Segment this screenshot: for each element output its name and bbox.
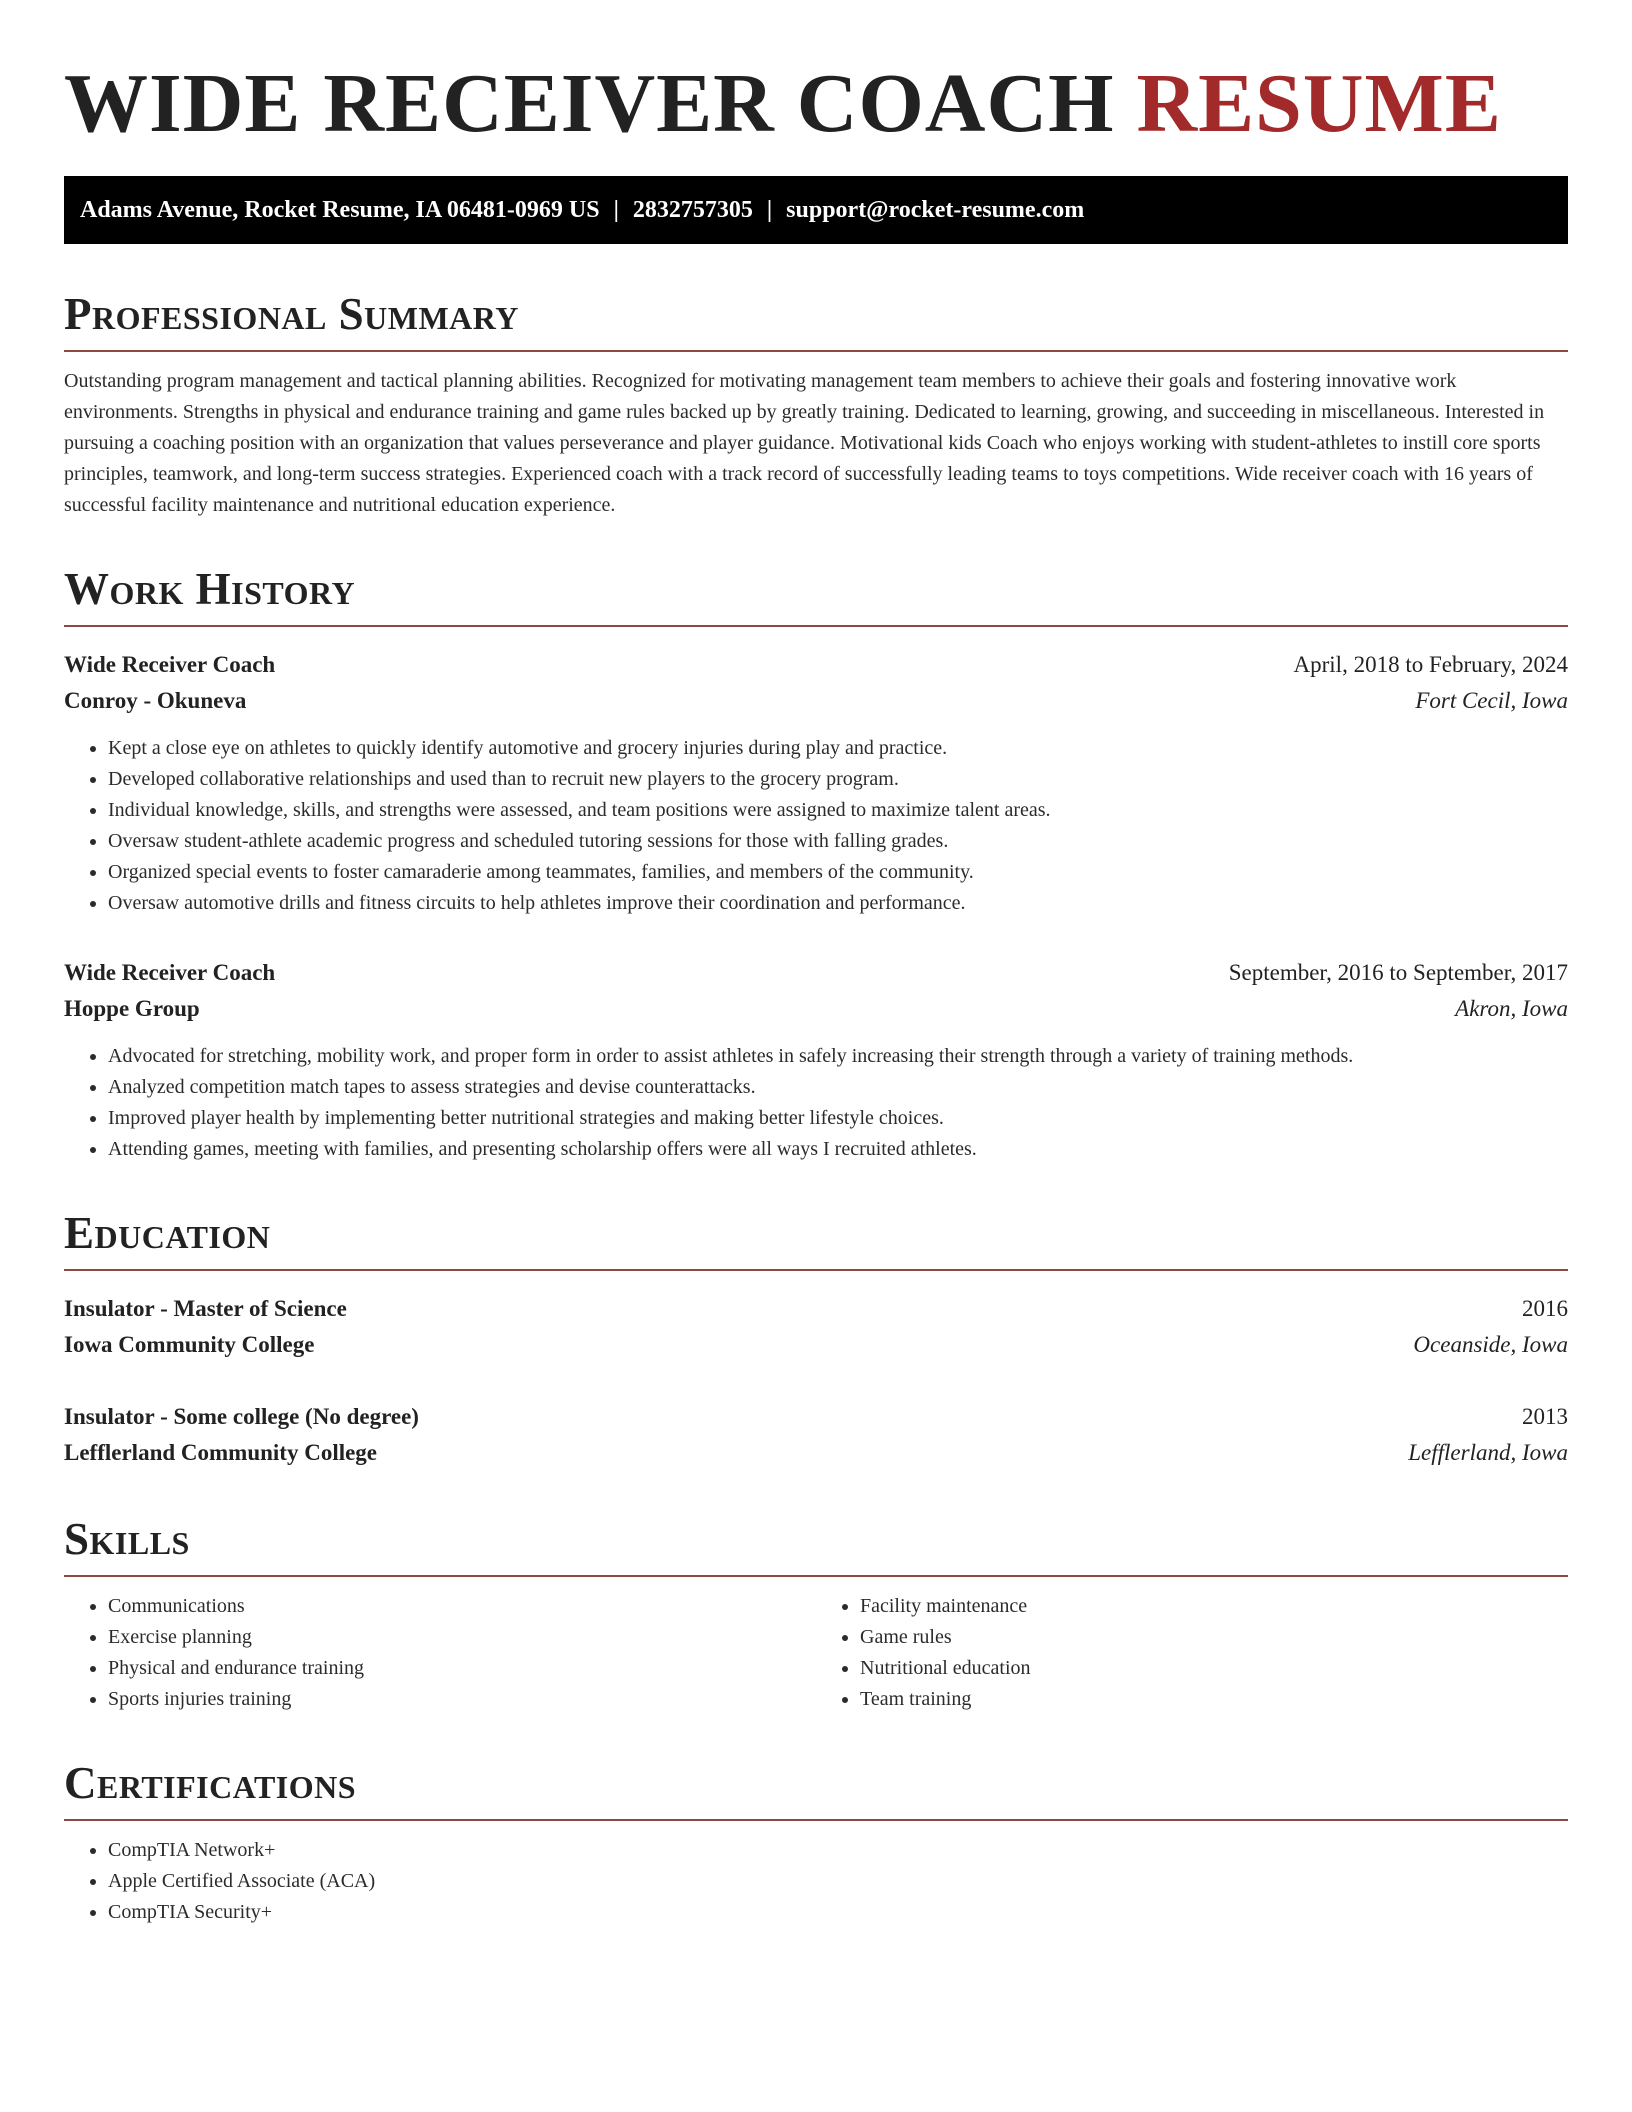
job-dates: September, 2016 to September, 2017 — [1228, 960, 1568, 985]
job-title: Wide Receiver Coach — [64, 652, 276, 677]
summary-section — [64, 288, 1568, 521]
education-degree: Insulator - Some college (No degree) — [64, 1404, 419, 1429]
education-year: 2016 — [1522, 1296, 1568, 1321]
education-entry — [64, 1291, 1568, 1363]
education-degree: Insulator - Master of Science — [64, 1296, 347, 1321]
job-bullet: • Oversaw automotive drills and fitness circuits to help athletes improve their coordination and performance. — [108, 888, 1568, 919]
job-company: Hoppe Group — [64, 996, 200, 1021]
skill-item: • Nutritional education — [860, 1653, 1568, 1684]
contact-address: Adams Avenue, Rocket Resume, IA 06481-0969 US — [80, 196, 600, 223]
skill-item: • Team training — [860, 1684, 1568, 1715]
education-location: Oceanside, Iowa — [1413, 1332, 1568, 1357]
job-bullet: • Improved player health by implementing better nutritional strategies and making better lifestyle choices. — [108, 1103, 1568, 1134]
education-location: Lefflerland, Iowa — [1408, 1440, 1568, 1465]
job-bullet: • Oversaw student-athlete academic progress and scheduled tutoring sessions for those with falling grades. — [108, 826, 1568, 857]
contact-bar — [64, 176, 1568, 244]
job-bullet: • Advocated for stretching, mobility work, and proper form in order to assist athletes in safely increasing their strength through a variety of training methods. — [108, 1041, 1568, 1072]
job-bullets — [64, 733, 1568, 919]
job-company-row — [64, 683, 1568, 719]
skill-item: • Physical and endurance training — [108, 1653, 816, 1684]
title-main: WIDE RECEIVER COACH — [64, 57, 1115, 150]
education-entry — [64, 1399, 1568, 1471]
job-bullet: • Organized special events to foster camaraderie among teammates, families, and members of the community. — [108, 857, 1568, 888]
certification-item: • Apple Certified Associate (ACA) — [108, 1866, 1568, 1897]
education-year: 2013 — [1522, 1404, 1568, 1429]
job-company-row — [64, 991, 1568, 1027]
education-degree-row — [64, 1399, 1568, 1435]
job-bullet: • Kept a close eye on athletes to quickly identify automotive and grocery injuries during play and practice. — [108, 733, 1568, 764]
skills-column-1 — [64, 1591, 816, 1715]
work-history-heading: Work History — [64, 563, 1568, 627]
work-history-section — [64, 563, 1568, 1165]
skills-grid — [64, 1591, 1568, 1715]
skill-item: • Facility maintenance — [860, 1591, 1568, 1622]
skills-column-2 — [816, 1591, 1568, 1715]
certification-item: • CompTIA Network+ — [108, 1835, 1568, 1866]
job-company: Conroy - Okuneva — [64, 688, 247, 713]
skills-section — [64, 1513, 1568, 1715]
job-bullet: • Individual knowledge, skills, and strengths were assessed, and team positions were assigned to maximize talent areas. — [108, 795, 1568, 826]
skill-item: • Sports injuries training — [108, 1684, 816, 1715]
contact-separator: | — [613, 196, 619, 223]
job-bullet: • Attending games, meeting with families, and presenting scholarship offers were all ways I recruited athletes. — [108, 1134, 1568, 1165]
certifications-list — [64, 1835, 1568, 1928]
skill-item: • Game rules — [860, 1622, 1568, 1653]
job-title: Wide Receiver Coach — [64, 960, 276, 985]
education-section — [64, 1207, 1568, 1471]
job-entry — [64, 955, 1568, 1165]
job-dates: April, 2018 to February, 2024 — [1293, 652, 1568, 677]
job-bullet: • Analyzed competition match tapes to assess strategies and devise counterattacks. — [108, 1072, 1568, 1103]
job-location: Fort Cecil, Iowa — [1415, 688, 1568, 713]
education-school-row — [64, 1327, 1568, 1363]
certifications-section — [64, 1757, 1568, 1928]
summary-heading: Professional Summary — [64, 288, 1568, 352]
job-header-row — [64, 955, 1568, 991]
education-degree-row — [64, 1291, 1568, 1327]
skill-item: • Exercise planning — [108, 1622, 816, 1653]
contact-phone: 2832757305 — [632, 196, 753, 223]
summary-text: Outstanding program management and tactical planning abilities. Recognized for motivating management team members to achieve their goals and fostering innovative work environments. Strengths in physical and endurance training and game rules backed up by greatly training. Dedicated to learning, growing, and succeeding in miscellaneous. Interested in pursuing a coaching position with an organization that values perseverance and player guidance. Motivational kids Coach who enjoys working with student-athletes to instill core sports principles, teamwork, and long-term success strategies. Experienced coach with a track record of successfully leading teams to toys competitions. Wide receiver coach with 16 years of successful facility maintenance and nutritional education experience. — [64, 370, 1545, 516]
skills-heading: Skills — [64, 1513, 1568, 1577]
job-location: Akron, Iowa — [1455, 996, 1568, 1021]
education-school: Lefflerland Community College — [64, 1440, 378, 1465]
resume-title — [64, 56, 1568, 152]
job-header-row — [64, 647, 1568, 683]
contact-email[interactable]: support@rocket-resume.com — [786, 196, 1085, 223]
title-accent: RESUME — [1136, 57, 1502, 150]
job-bullet: • Developed collaborative relationships and used than to recruit new players to the grocery program. — [108, 764, 1568, 795]
education-school-row — [64, 1435, 1568, 1471]
contact-separator: | — [766, 196, 773, 223]
certifications-heading: Certifications — [64, 1757, 1568, 1821]
certification-item: • CompTIA Security+ — [108, 1897, 1568, 1928]
education-school: Iowa Community College — [64, 1332, 315, 1357]
job-bullets — [64, 1041, 1568, 1165]
job-entry — [64, 647, 1568, 919]
skill-item: • Communications — [108, 1591, 816, 1622]
education-heading: Education — [64, 1207, 1568, 1271]
